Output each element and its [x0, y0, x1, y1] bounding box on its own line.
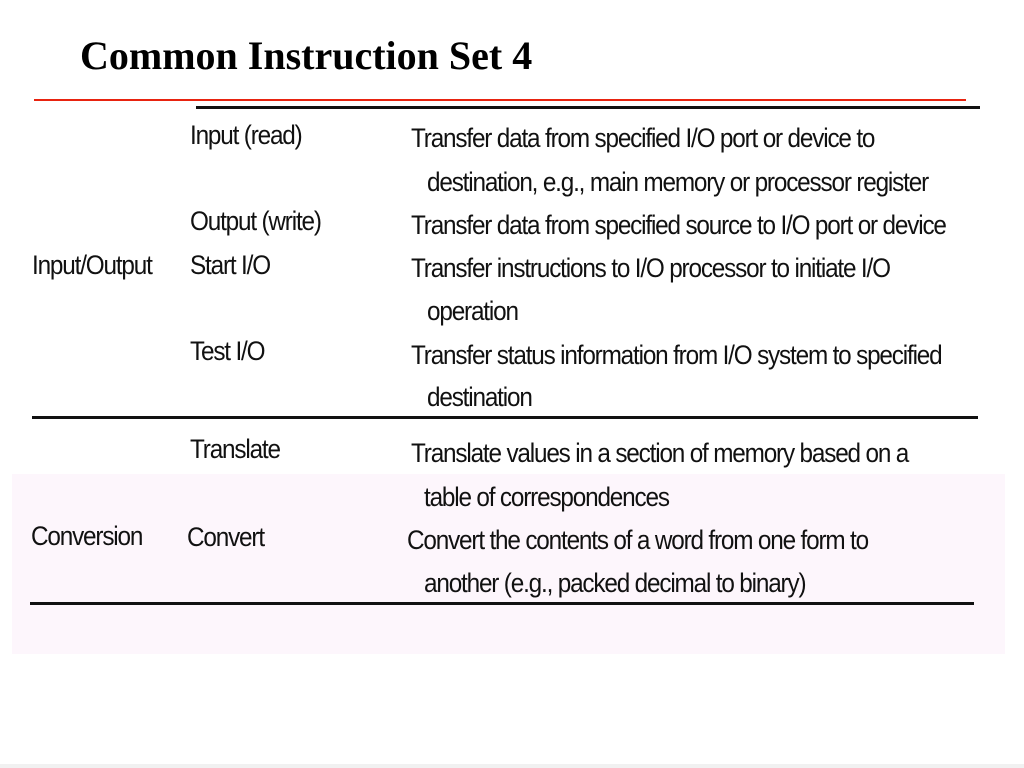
- instruction-desc-line: destination, e.g., main memory or processor register: [427, 167, 929, 197]
- instruction-desc-line: Transfer data from specified I/O port or device to: [411, 123, 875, 153]
- slide-title: Common Instruction Set 4: [80, 33, 533, 78]
- instruction-desc-line: Translate values in a section of memory based on a: [411, 438, 909, 468]
- instruction-name: Test I/O: [190, 336, 265, 366]
- title-underline: [34, 99, 966, 101]
- instruction-desc-line: Transfer status information from I/O system to specified: [411, 340, 942, 370]
- instruction-desc-line: Convert the contents of a word from one form to: [407, 525, 868, 555]
- instruction-desc-line: table of correspondences: [424, 482, 669, 512]
- instruction-name: Translate: [190, 434, 280, 464]
- category-label: Conversion: [31, 521, 143, 551]
- table-bottom-rule: [30, 602, 974, 605]
- table-top-rule: [196, 106, 980, 109]
- instruction-desc-line: Transfer data from specified source to I/O port or device: [411, 210, 946, 240]
- instruction-name: Start I/O: [190, 250, 270, 280]
- instruction-name: Output (write): [190, 206, 321, 236]
- bottom-edge-strip: [0, 764, 1024, 768]
- instruction-desc-line: another (e.g., packed decimal to binary): [424, 568, 806, 598]
- instruction-name: Convert: [187, 522, 264, 552]
- instruction-name: Input (read): [190, 120, 302, 150]
- category-label: Input/Output: [32, 250, 152, 280]
- instruction-desc-line: Transfer instructions to I/O processor to initiate I/O: [411, 253, 890, 283]
- group-divider-rule: [32, 416, 978, 419]
- instruction-desc-line: destination: [427, 382, 532, 412]
- instruction-desc-line: operation: [427, 296, 518, 326]
